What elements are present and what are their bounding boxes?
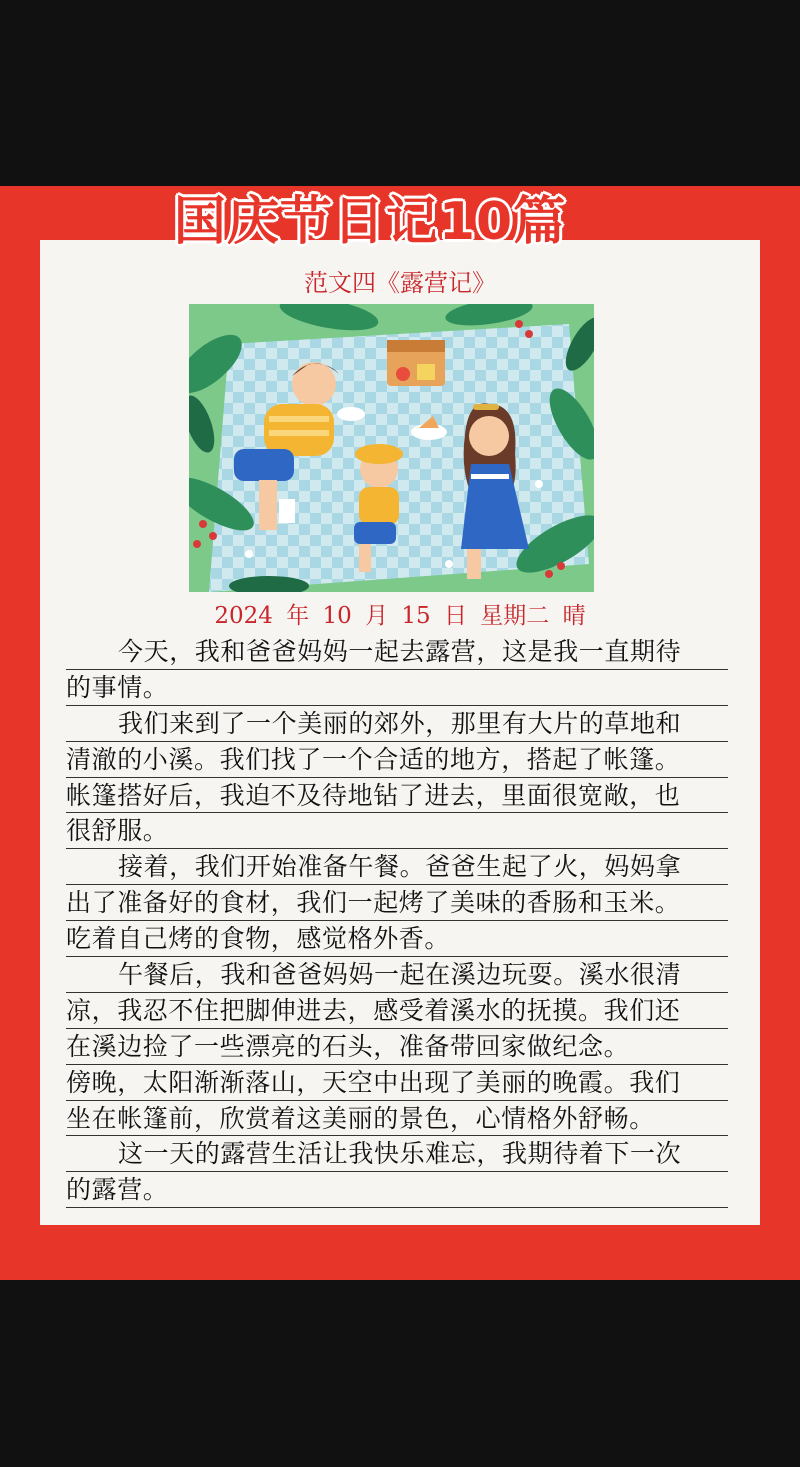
- essay-line: 出了准备好的食材，我们一起烤了美味的香肠和玉米。: [66, 885, 728, 921]
- essay-line: 的露营。: [66, 1172, 728, 1208]
- essay-line: 的事情。: [66, 670, 728, 706]
- essay-line: 这一天的露营生活让我快乐难忘，我期待着下一次: [66, 1136, 728, 1172]
- essay-line: 午餐后，我和爸爸妈妈一起在溪边玩耍。溪水很清: [66, 957, 728, 993]
- essay-line: 很舒服。: [66, 813, 728, 849]
- essay-line: 凉，我忍不住把脚伸进去，感受着溪水的抚摸。我们还: [66, 993, 728, 1029]
- essay-line: 清澈的小溪。我们找了一个合适的地方，搭起了帐篷。: [66, 742, 728, 778]
- essay-body: [66, 634, 728, 1208]
- essay-line: 吃着自己烤的食物，感觉格外香。: [66, 921, 728, 957]
- essay-line: 帐篷搭好后，我迫不及待地钻了进去，里面很宽敞，也: [66, 778, 728, 814]
- essay-line: 在溪边捡了一些漂亮的石头，准备带回家做纪念。: [66, 1029, 728, 1065]
- family-camping-illustration: [189, 304, 594, 592]
- diary-date-line: 2024 年 10 月 15 日 星期二 晴: [214, 603, 586, 629]
- essay-line: 接着，我们开始准备午餐。爸爸生起了火，妈妈拿: [66, 849, 728, 885]
- essay-line: 傍晚，太阳渐渐落山，天空中出现了美丽的晚霞。我们: [66, 1065, 728, 1101]
- essay-line: 我们来到了一个美丽的郊外，那里有大片的草地和: [66, 706, 728, 742]
- banner-title: 国庆节日记10篇: [173, 192, 567, 252]
- essay-line: 坐在帐篷前，欣赏着这美丽的景色，心情格外舒畅。: [66, 1101, 728, 1137]
- essay-subtitle: 范文四《露营记》: [304, 269, 496, 297]
- essay-line: 今天，我和爸爸妈妈一起去露营，这是我一直期待: [66, 634, 728, 670]
